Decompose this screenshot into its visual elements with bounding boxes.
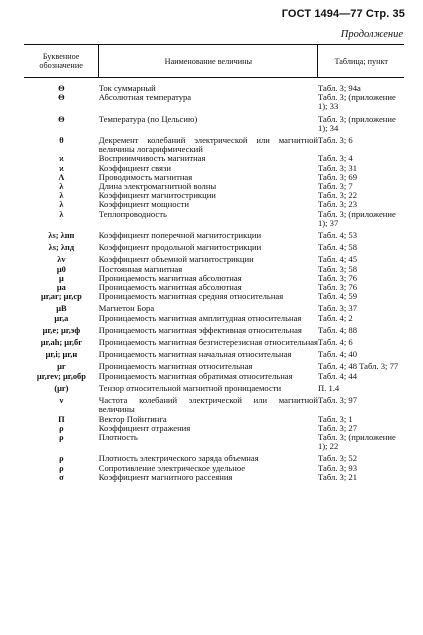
row-name: Коэффициент поперечной магнитострикции bbox=[98, 230, 262, 241]
table-row bbox=[24, 292, 404, 301]
row-ref: Табл. 4; 88 bbox=[317, 324, 357, 335]
table-row bbox=[24, 359, 404, 371]
column-header-symbol: Буквенное обозначение bbox=[24, 45, 99, 78]
row-symbol: θ bbox=[59, 136, 64, 146]
row-symbol: μ bbox=[59, 273, 64, 283]
row-name: Абсолютная температура bbox=[98, 92, 192, 103]
row-name: Восприимчивость магнитная bbox=[98, 153, 206, 164]
row-ref: Табл. 3; 37 bbox=[317, 303, 357, 314]
row-ref: Табл. 3; 76 bbox=[317, 272, 357, 283]
row-ref: Табл. 3; 58 bbox=[317, 263, 357, 274]
table-row bbox=[24, 252, 404, 264]
row-name: Проводимость магнитная bbox=[98, 171, 193, 182]
row-symbol: λs; λпд bbox=[48, 243, 75, 253]
row-name: Сопротивление электрическое удельное bbox=[98, 462, 246, 473]
row-ref: Табл. 3; 7 bbox=[317, 181, 353, 192]
row-ref: Табл. 3; 1 bbox=[317, 413, 353, 424]
row-symbol: Θ bbox=[58, 84, 65, 93]
row-name: Декремент колебаний электрической или магнитной величины логарифмический bbox=[98, 135, 318, 155]
row-symbol: μr,e; μr,эф bbox=[42, 325, 81, 335]
row-name: Вектор Пойнтинга bbox=[98, 413, 167, 424]
quantities-table bbox=[24, 44, 404, 482]
row-symbol: σ bbox=[59, 472, 64, 482]
table-row bbox=[24, 323, 404, 335]
row-ref: Табл. 3; (приложение 1); 37 bbox=[317, 208, 396, 228]
row-symbol: μr,a bbox=[54, 313, 69, 323]
row-symbol: μr,rev; μr,обр bbox=[36, 371, 86, 381]
row-ref: Табл. 4; 59 bbox=[317, 291, 357, 302]
row-symbol: λ bbox=[59, 200, 64, 210]
row-symbol: ϰ bbox=[58, 163, 64, 173]
row-name: Теплопроводность bbox=[98, 208, 167, 219]
row-symbol: ρ bbox=[59, 454, 64, 464]
row-ref: Табл. 4; 58 bbox=[317, 242, 357, 253]
row-ref: Табл. 3; 93 bbox=[317, 462, 357, 473]
row-ref: Табл. 3; 76 bbox=[317, 282, 357, 293]
row-name: Коэффициент мощности bbox=[98, 199, 189, 210]
column-header-ref: Таблица; пункт bbox=[318, 45, 404, 78]
row-symbol: (μr) bbox=[54, 383, 69, 393]
row-symbol: ϰ bbox=[58, 154, 64, 164]
row-ref: Табл. 3; 21 bbox=[317, 471, 357, 482]
page-header: ГОСТ 1494—77 Стр. 35 bbox=[281, 8, 405, 20]
row-symbol: λv bbox=[57, 255, 66, 265]
row-name: Коэффициент отражения bbox=[98, 422, 191, 433]
row-symbol: λ bbox=[59, 182, 64, 192]
table-row bbox=[24, 473, 404, 482]
row-symbol: Θ bbox=[58, 114, 65, 124]
row-name: Проницаемость магнитная относительная bbox=[98, 361, 253, 372]
row-ref: Табл. 3; 31 bbox=[317, 162, 357, 173]
row-symbol: μr,ah; μr,бг bbox=[40, 338, 83, 348]
table-row bbox=[24, 301, 404, 313]
row-symbol: μа bbox=[56, 283, 66, 293]
row-name: Проницаемость магнитная абсолютная bbox=[98, 282, 242, 293]
row-symbol: ρ bbox=[59, 432, 64, 442]
row-name: Проницаемость магнитная начальная относительная bbox=[98, 349, 292, 360]
row-symbol: Θ bbox=[58, 93, 65, 103]
row-name: Тензор относительной магнитной проницаемости bbox=[98, 382, 282, 393]
table-row bbox=[24, 210, 404, 228]
row-name: Постоянная магнитная bbox=[98, 263, 183, 274]
row-ref: Табл. 4; 48 Табл. 3; 77 bbox=[317, 361, 399, 372]
row-ref: Табл. 3; (приложение 1); 22 bbox=[317, 431, 396, 452]
row-symbol: λs; λпп bbox=[48, 231, 75, 241]
row-symbol: ρ bbox=[59, 423, 64, 433]
row-symbol: Λ bbox=[58, 172, 65, 182]
row-symbol: μ0 bbox=[56, 264, 66, 274]
table-row bbox=[24, 347, 404, 359]
row-name: Коэффициент объемной магнитострикции bbox=[98, 254, 254, 265]
row-name: Частота колебаний электрической или магнитной величины bbox=[98, 395, 318, 415]
row-symbol: λ bbox=[59, 191, 64, 201]
row-symbol: μB bbox=[56, 304, 67, 314]
row-name: Проницаемость магнитная средняя относительная bbox=[98, 291, 284, 302]
row-symbol: μr,ar; μr,ср bbox=[41, 292, 82, 302]
row-ref: Табл. 3; 52 bbox=[317, 453, 357, 464]
row-symbol: μr,i; μr,н bbox=[45, 350, 78, 360]
row-ref: П. 1.4 bbox=[317, 382, 340, 393]
table-row bbox=[24, 93, 404, 111]
row-ref: Табл. 3; 4 bbox=[317, 153, 353, 164]
row-name: Магнетон Бора bbox=[98, 303, 155, 314]
table-row bbox=[24, 228, 404, 240]
continuation-label: Продолжение bbox=[340, 29, 403, 40]
row-name: Проницаемость магнитная эффективная относительная bbox=[98, 324, 302, 335]
row-ref: Табл. 4; 45 bbox=[317, 254, 357, 265]
row-ref: Табл. 3; 6 bbox=[317, 135, 353, 146]
table-row bbox=[24, 78, 404, 94]
row-symbol: ρ bbox=[59, 463, 64, 473]
row-ref: Табл. 3; 23 bbox=[317, 199, 357, 210]
row-ref: Табл. 4; 6 bbox=[317, 337, 353, 348]
table-row bbox=[24, 451, 404, 463]
row-name: Длина электромагнитной волны bbox=[98, 181, 217, 192]
row-name: Проницаемость магнитная амплитудная относительная bbox=[98, 312, 302, 323]
row-ref: Табл. 3; 69 bbox=[317, 171, 357, 182]
row-name: Температура (по Цельсию) bbox=[98, 113, 198, 124]
table-row bbox=[24, 393, 404, 414]
row-ref: Табл. 4; 53 bbox=[317, 230, 357, 241]
table-row bbox=[24, 133, 404, 154]
row-name: Коэффициент магнитного рассеяния bbox=[98, 471, 233, 482]
table-body bbox=[24, 78, 404, 482]
row-name: Проницаемость магнитная обратимая относительная bbox=[98, 370, 293, 381]
row-name: Коэффициент магнитострикции bbox=[98, 190, 216, 201]
row-name: Проницаемость магнитная безгистерезисная относительная bbox=[98, 337, 318, 348]
row-symbol: ν bbox=[59, 396, 64, 406]
table-row bbox=[24, 240, 404, 252]
table-row bbox=[24, 335, 404, 347]
table-header-row bbox=[24, 45, 404, 78]
row-name: Коэффициент связи bbox=[98, 162, 171, 173]
table-row bbox=[24, 112, 404, 133]
row-ref: Табл. 3; (приложение 1); 34 bbox=[317, 113, 396, 133]
row-ref: Табл. 3; 97 bbox=[317, 395, 357, 406]
table-row bbox=[24, 314, 404, 323]
row-name: Плотность bbox=[98, 431, 138, 442]
row-name: Проницаемость магнитная абсолютная bbox=[98, 272, 242, 283]
row-name: Плотность электрического заряда объемная bbox=[98, 453, 259, 464]
table-row bbox=[24, 381, 404, 393]
row-ref: Табл. 4; 2 bbox=[317, 312, 353, 323]
row-ref: Табл. 3; 27 bbox=[317, 422, 357, 433]
row-ref: Табл. 4; 44 bbox=[317, 370, 357, 381]
row-symbol: λ bbox=[59, 209, 64, 219]
row-name: Ток суммарный bbox=[98, 83, 156, 93]
row-ref: Табл. 3; 94а bbox=[317, 83, 361, 93]
row-ref: Табл. 3; 22 bbox=[317, 190, 357, 201]
column-header-name: Наименование величины bbox=[99, 45, 318, 78]
row-ref: Табл. 4; 40 bbox=[317, 349, 357, 360]
row-symbol: Π bbox=[58, 414, 65, 424]
row-symbol: μr bbox=[57, 362, 66, 372]
row-ref: Табл. 3; (приложение 1); 33 bbox=[317, 92, 396, 112]
table-row bbox=[24, 372, 404, 381]
row-name: Коэффициент продольной магнитострикции bbox=[98, 242, 262, 253]
table-row bbox=[24, 433, 404, 451]
